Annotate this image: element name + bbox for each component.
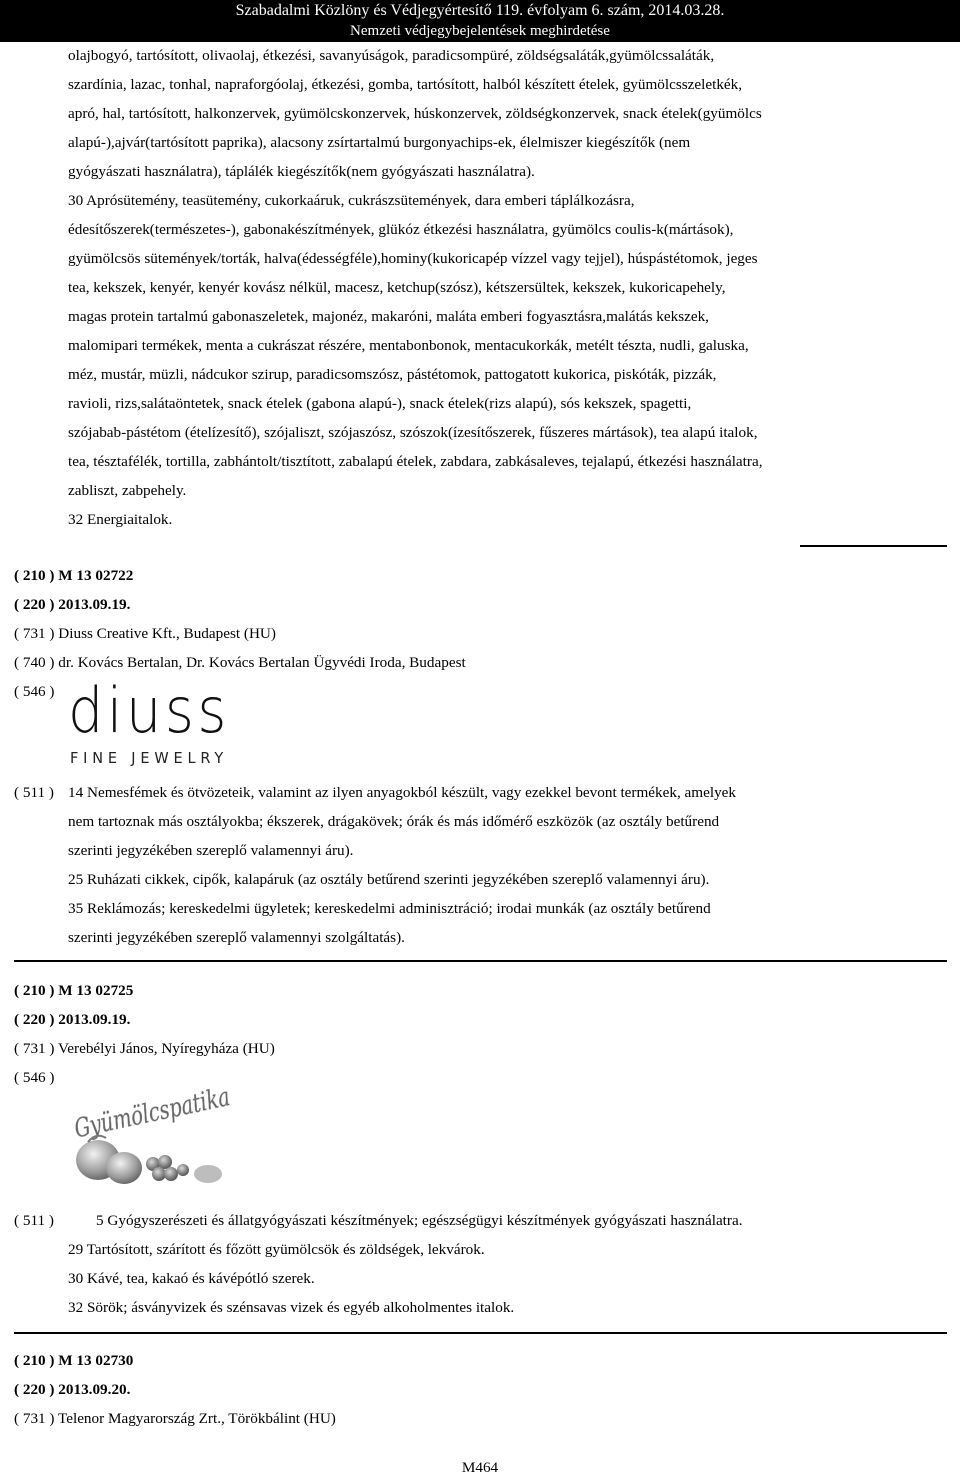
field-220: ( 220 ) 2013.09.19. xyxy=(14,1011,131,1028)
intro-line: szójabab-pástétom (ételízesítő), szójaliszt, szójaszósz, szószok(ízesítőszerek, fűszeres mártások), tea alapú italok, xyxy=(68,424,758,441)
field-731: ( 731 ) Verebélyi János, Nyíregyháza (HU) xyxy=(14,1040,275,1057)
class-line: 29 Tartósított, szárított és főzött gyümölcsök és zöldségek, lekvárok. xyxy=(68,1241,485,1258)
intro-line: zabliszt, zabpehely. xyxy=(68,482,187,499)
intro-line: ravioli, rizs,salátaöntetek, snack ételek (gabona alapú-), snack ételek(rizs alapú), sós kekszek, spagetti, xyxy=(68,395,692,412)
intro-line: méz, mustár, müzli, nádcukor szirup, paradicsomszósz, pástétomok, pattogatott kukorica, piskóták, pizzák, xyxy=(68,366,717,383)
field-731: ( 731 ) Diuss Creative Kft., Budapest (HU) xyxy=(14,625,276,642)
class-line: szerinti jegyzékében szereplő valamennyi szolgáltatás). xyxy=(68,929,405,946)
section-title: Nemzeti védjegybejelentések meghirdetése xyxy=(350,23,610,39)
logo-sub-text: FINE JEWELRY xyxy=(70,749,228,767)
class-line: 14 Nemesfémek és ötvözeteik, valamint az ilyen anyagokból készült, vagy ezekkel bevont termékek, amelyek xyxy=(68,784,737,801)
intro-line: gyümölcsös sütemények/torták, halva(édességféle),hominy(kukoricapép vízzel vagy tejjel), húspástétomok, jeges xyxy=(68,250,758,267)
page-header xyxy=(0,0,960,42)
journal-title: Szabadalmi Közlöny és Védjegyértesítő 119. évfolyam 6. szám, 2014.03.28. xyxy=(235,2,725,19)
intro-line: apró, hal, tartósított, halkonzervek, gyümölcskonzervek, húskonzervek, zöldségkonzervek, snack ételek(gyümölcs xyxy=(68,105,762,122)
section-divider xyxy=(800,545,947,547)
intro-line: tea, tésztafélék, tortilla, zabhántolt/tisztított, zabalapú ételek, zabdara, zabkásaleves, tejalapú, étkezési használatra, xyxy=(68,453,763,470)
field-210: ( 210 ) M 13 02722 xyxy=(14,567,134,584)
field-220: ( 220 ) 2013.09.19. xyxy=(14,596,131,613)
intro-line: malomipari termékek, menta a cukrászat részére, mentabonbonok, mentacukorkák, metélt tészta, nudli, galuska, xyxy=(68,337,749,354)
class-line: 32 Sörök; ásványvizek és szénsavas vizek és egyéb alkoholmentes italok. xyxy=(68,1299,515,1316)
logo-main-text: diuss xyxy=(68,674,230,747)
gyumolcspatika-logo xyxy=(68,1071,285,1190)
intro-line: 30 Aprósütemény, teasütemény, cukorkaáruk, cukrászsütemények, dara emberi táplálkozásra, xyxy=(68,192,635,209)
intro-line: édesítőszerek(természetes-), gabonakészítmények, glükóz étkezési használatra, gyümölcs coulis-k(mártások), xyxy=(68,221,734,238)
section-divider xyxy=(14,960,947,962)
class-line: szerinti jegyzékében szereplő valamennyi áru). xyxy=(68,842,354,859)
intro-line: olajbogyó, tartósított, olivaolaj, étkezési, savanyúságok, paradicsompüré, zöldségsaláták,gyümölcssaláták, xyxy=(68,47,715,64)
field-546: ( 546 ) xyxy=(14,1069,55,1086)
field-740: ( 740 ) dr. Kovács Bertalan, Dr. Kovács Bertalan Ügyvédi Iroda, Budapest xyxy=(14,654,466,671)
intro-line: 32 Energiaitalok. xyxy=(68,511,173,528)
logo-main-text: Gyümölcspatika xyxy=(71,1071,285,1145)
section-divider xyxy=(14,1332,947,1334)
intro-line: szardínia, lazac, tonhal, napraforgóolaj, étkezési, gomba, tartósított, halból készített ételek, gyümölcsszeletkék, xyxy=(68,76,743,93)
diuss-logo xyxy=(68,676,238,768)
class-line: 30 Kávé, tea, kakaó és kávépótló szerek. xyxy=(68,1270,315,1287)
field-511: ( 511 ) xyxy=(14,784,54,801)
page-number: M464 xyxy=(461,1459,499,1476)
intro-line: alapú-),ajvár(tartósított paprika), alacsony zsírtartalmú burgonyachips-ek, élelmiszer kiegészítők (nem xyxy=(68,134,691,151)
apple-icon xyxy=(106,1152,142,1184)
intro-line: gyógyászati használatra), táplálék kiegészítők(nem gyógyászati használatra). xyxy=(68,163,535,180)
field-546: ( 546 ) xyxy=(14,683,55,700)
class-line: nem tartoznak más osztályokba; ékszerek, drágakövek; órák és más időmérő eszközök (az osztály betűrend xyxy=(68,813,720,830)
class-line: 35 Reklámozás; kereskedelmi ügyletek; kereskedelmi adminisztráció; irodai munkák (az osztály betűrend xyxy=(68,900,711,917)
intro-line: magas protein tartalmú gabonaszeletek, majonéz, makaróni, maláta emberi fogyasztásra,malátás kekszek, xyxy=(68,308,709,325)
class-line: 25 Ruházati cikkek, cipők, kalapáruk (az osztály betűrend szerinti jegyzékében szereplő valamennyi áru). xyxy=(68,871,710,888)
field-511: ( 511 ) xyxy=(14,1212,54,1229)
field-731: ( 731 ) Telenor Magyarország Zrt., Törökbálint (HU) xyxy=(14,1410,336,1427)
field-210: ( 210 ) M 13 02730 xyxy=(14,1352,134,1369)
intro-line: tea, kekszek, kenyér, kenyér kovász nélkül, macesz, ketchup(szósz), kétszersültek, kekszek, kukoricapehely, xyxy=(68,279,726,296)
field-210: ( 210 ) M 13 02725 xyxy=(14,982,134,999)
class-line: 5 Gyógyszerészeti és állatgyógyászati készítmények; egészségügyi készítmények gyógyászati használatra. xyxy=(96,1212,743,1229)
field-220: ( 220 ) 2013.09.20. xyxy=(14,1381,131,1398)
